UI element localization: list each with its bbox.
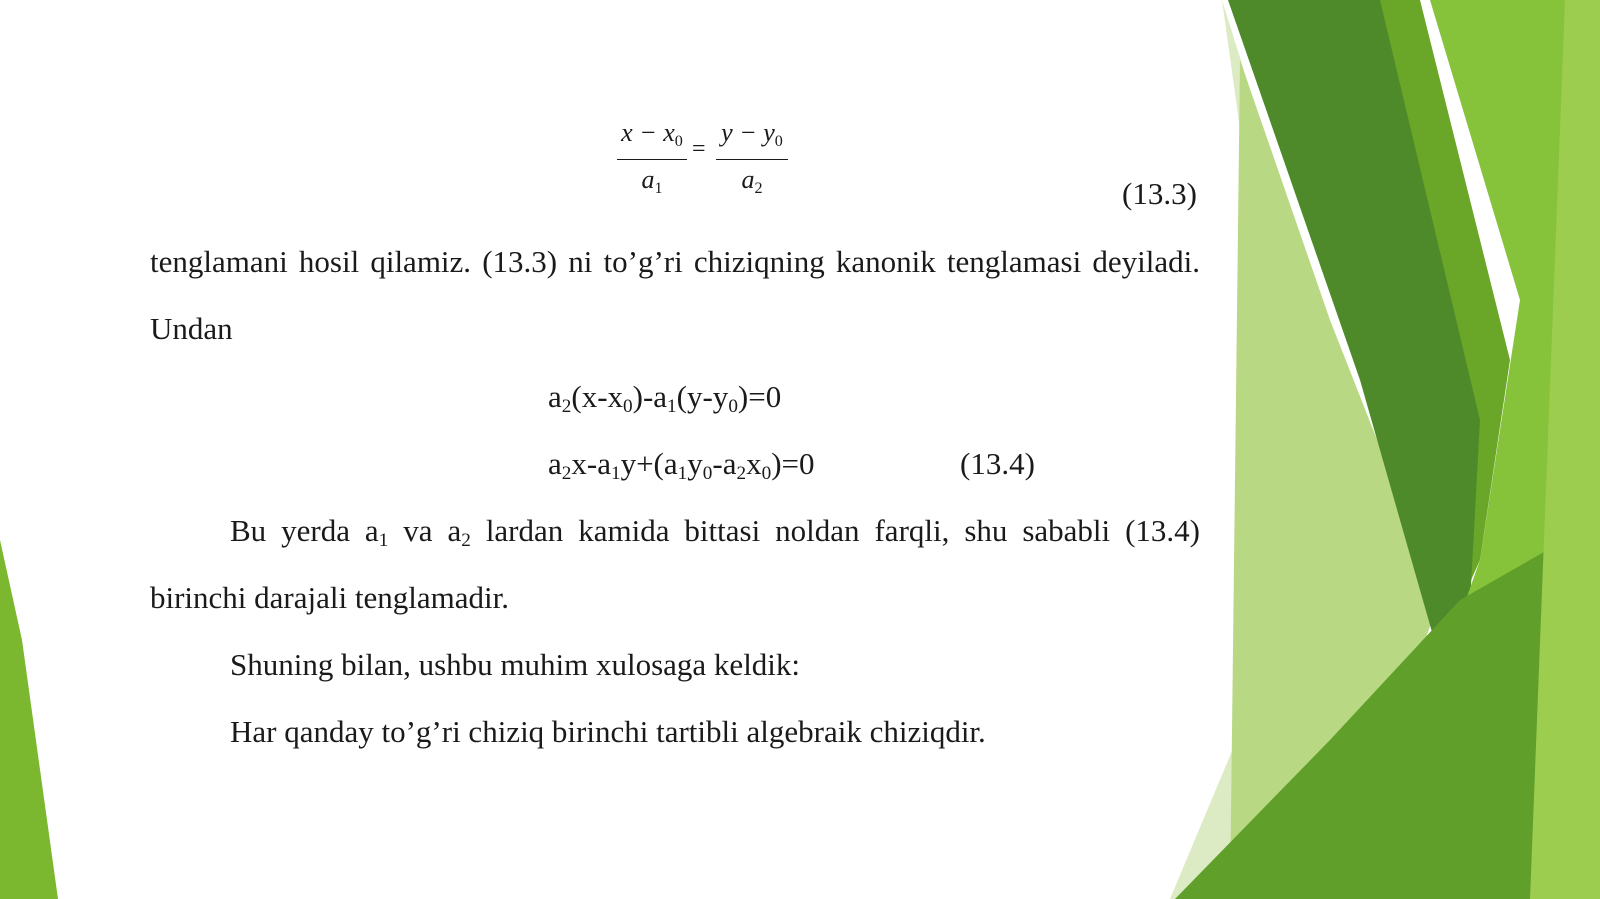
numerator-text: x − x bbox=[621, 118, 675, 147]
eq-subscript: 0 bbox=[702, 462, 713, 484]
eq-text: )=0 bbox=[771, 446, 815, 481]
eq-subscript: 2 bbox=[736, 462, 747, 484]
numerator-text: y − y bbox=[721, 118, 775, 147]
subscript: 1 bbox=[654, 179, 663, 197]
eq-text: )=0 bbox=[737, 379, 782, 414]
eq-text: y bbox=[687, 446, 703, 481]
equation-line-general bbox=[548, 444, 815, 484]
eq-subscript: 0 bbox=[761, 462, 772, 484]
equation-tag-13-3: (13.3) bbox=[1122, 176, 1197, 211]
eq-text: a bbox=[548, 446, 562, 481]
conclusion-statement: Har qanday to’g’ri chiziq birinchi tartibli algebraik chiziqdir. bbox=[230, 714, 986, 749]
eq-subscript: 0 bbox=[623, 395, 633, 417]
subscript: 2 bbox=[754, 179, 763, 197]
equals-sign: = bbox=[692, 136, 706, 162]
paragraph-line: birinchi darajali tenglamadir. bbox=[150, 580, 509, 615]
eq-text: x-a bbox=[571, 446, 611, 481]
text-run: Bu yerda a bbox=[230, 513, 379, 548]
denominator-text: a bbox=[641, 164, 655, 194]
fraction-right bbox=[716, 116, 788, 209]
eq-subscript: 2 bbox=[561, 462, 572, 484]
text-subscript: 1 bbox=[378, 529, 389, 551]
paragraph-line: tenglamani hosil qilamiz. (13.3) ni to’g’ri chiziqning kanonik tenglamasi deyiladi. bbox=[150, 244, 1200, 279]
paragraph-line: Undan bbox=[150, 311, 233, 346]
denominator-text: a bbox=[741, 164, 755, 194]
eq-subscript: 1 bbox=[610, 462, 621, 484]
eq-text: (x-x bbox=[571, 379, 624, 414]
paragraph-line: Shuning bilan, ushbu muhim xulosaga keldik: bbox=[230, 647, 801, 682]
eq-text: y+(a bbox=[620, 446, 678, 481]
paragraph-line bbox=[230, 511, 1200, 551]
subscript: 0 bbox=[674, 132, 683, 150]
eq-text: )-a bbox=[632, 379, 668, 414]
equation-tag-13-4: (13.4) bbox=[960, 446, 1035, 481]
eq-text: x bbox=[746, 446, 762, 481]
eq-subscript: 1 bbox=[667, 395, 677, 417]
eq-subscript: 1 bbox=[677, 462, 688, 484]
equation-13-3 bbox=[612, 116, 792, 204]
eq-text: -a bbox=[712, 446, 737, 481]
eq-text: a bbox=[548, 379, 562, 414]
eq-subscript: 0 bbox=[728, 395, 738, 417]
equation-line-expanded bbox=[548, 377, 781, 417]
fraction-right-denominator bbox=[716, 159, 788, 209]
eq-text: (y-y bbox=[676, 379, 729, 414]
text-run: lardan kamida bittasi noldan farqli, shu sababli (13.4) bbox=[470, 513, 1201, 548]
eq-subscript: 2 bbox=[561, 395, 572, 417]
text-subscript: 2 bbox=[461, 529, 471, 551]
fraction-left bbox=[617, 116, 687, 209]
text-run: va a bbox=[388, 513, 462, 548]
fraction-left-denominator bbox=[617, 159, 687, 209]
fraction-left-numerator bbox=[617, 116, 687, 159]
subscript: 0 bbox=[774, 132, 783, 150]
fraction-right-numerator bbox=[716, 116, 788, 159]
